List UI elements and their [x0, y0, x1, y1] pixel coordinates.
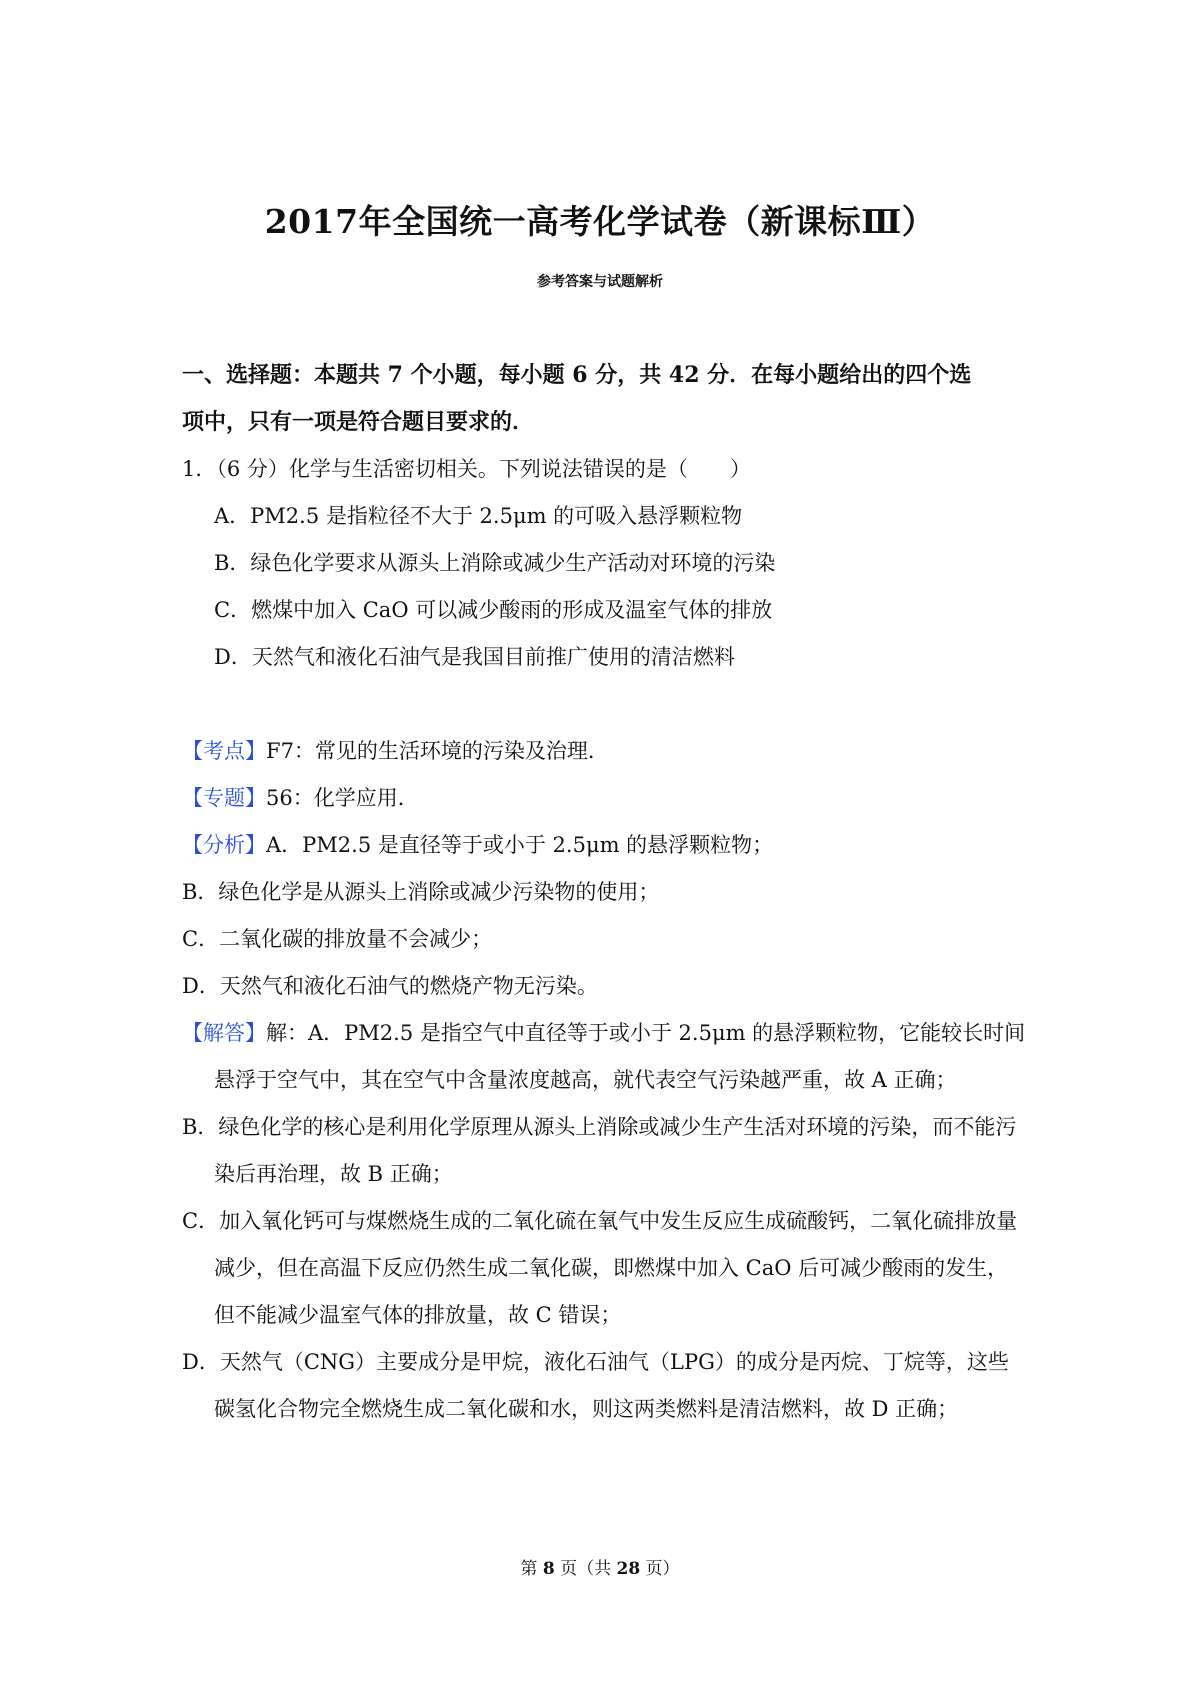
- kaodian-row: [182, 728, 1027, 775]
- fenxi-row: [182, 822, 1027, 869]
- footer-page-number: 8: [542, 1559, 555, 1579]
- fenxi-line-b: B．绿色化学是从源头上消除或减少污染物的使用；: [182, 880, 660, 904]
- fenxi-line-d: D．天然气和液化石油气的燃烧产物无污染。: [182, 974, 598, 998]
- spacer: [182, 681, 1027, 728]
- kaodian-text: F7：常见的生活环境的污染及治理．: [266, 739, 609, 763]
- option-d: D．天然气和液化石油气是我国目前推广使用的清洁燃料: [214, 645, 735, 669]
- zhuanti-row: [182, 775, 1027, 822]
- page-footer: [0, 1554, 1200, 1579]
- zhuanti-tag: 【专题】: [182, 786, 266, 810]
- option-c: C．燃煤中加入 CaO 可以减少酸雨的形成及温室气体的排放: [214, 598, 773, 622]
- zhuanti-text: 56：化学应用．: [266, 786, 419, 810]
- option-b: B．绿色化学要求从源头上消除或减少生产活动对环境的污染: [214, 551, 776, 575]
- footer-total-pages: 28: [616, 1559, 641, 1579]
- page-content: [182, 352, 1027, 1433]
- fenxi-tag: 【分析】: [182, 833, 266, 857]
- jieda-tag: 【解答】: [182, 1021, 266, 1045]
- option-a: A．PM2.5 是指粒径不大于 2.5μm 的可吸入悬浮颗粒物: [214, 504, 743, 528]
- question-stem: 1．（6 分）化学与生活密切相关。下列说法错误的是（ ）: [182, 457, 751, 481]
- page-subtitle: 参考答案与试题解析: [537, 274, 663, 290]
- section-heading-line1: 一、选择题：本题共 7 个小题，每小题 6 分，共 42 分．在每小题给出的四个选: [182, 362, 972, 388]
- jieda-para-a: [182, 1010, 1027, 1104]
- footer-suffix: 页）: [640, 1559, 680, 1579]
- section-heading: [182, 352, 1027, 446]
- fenxi-line-c: C．二氧化碳的排放量不会减少；: [182, 927, 493, 951]
- footer-mid: 页（共: [554, 1559, 617, 1579]
- page-title: 2017年全国统一高考化学试卷（新课标Ⅲ）: [264, 202, 936, 241]
- footer-prefix: 第: [520, 1559, 543, 1579]
- section-heading-line2: 项中，只有一项是符合题目要求的．: [182, 409, 535, 435]
- jieda-text-a: 解：A．PM2.5 是指空气中直径等于或小于 2.5μm 的悬浮颗粒物，它能较长时间悬浮于空气中，其在空气中含量浓度越高，就代表空气污染越严重，故 A 正确；: [214, 1021, 1026, 1092]
- jieda-para-c: C．加入氧化钙可与煤燃烧生成的二氧化硫在氧气中发生反应生成硫酸钙，二氧化硫排放量减少，但在高温下反应仍然生成二氧化碳，即燃煤中加入 CaO 后可减少酸雨的发生，但不能减少温室气体的排放量，故 C 错误；: [182, 1209, 1018, 1327]
- jieda-para-d: D．天然气（CNG）主要成分是甲烷，液化石油气（LPG）的成分是丙烷、丁烷等，这些碳氢化合物完全燃烧生成二氧化碳和水，则这两类燃料是清洁燃料，故 D 正确；: [182, 1350, 1009, 1421]
- fenxi-line-a: A．PM2.5 是直径等于或小于 2.5μm 的悬浮颗粒物；: [266, 833, 774, 857]
- kaodian-tag: 【考点】: [182, 739, 266, 763]
- jieda-para-b: B．绿色化学的核心是利用化学原理从源头上消除或减少生产生活对环境的污染，而不能污染后再治理，故 B 正确；: [182, 1115, 1017, 1186]
